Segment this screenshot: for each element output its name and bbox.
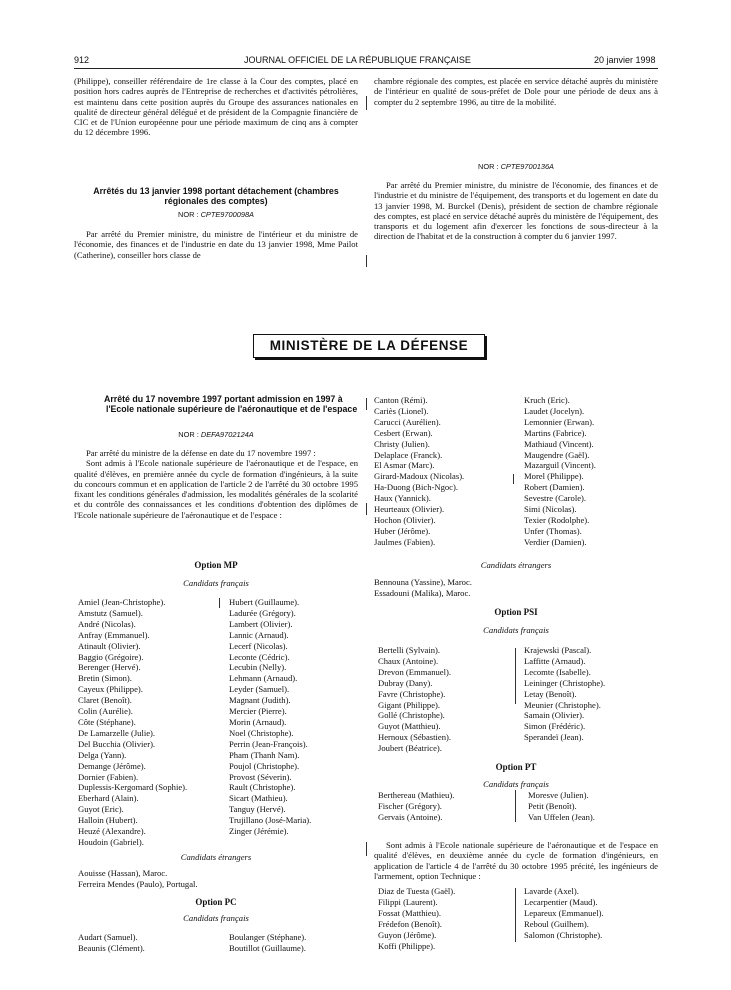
list-item: Perrin (Jean-François).: [229, 738, 308, 749]
list-item: Cariès (Lionel).: [374, 405, 429, 416]
list-item: Laffitte (Arnaud).: [524, 655, 586, 666]
list-item: Fossat (Matthieu).: [378, 907, 442, 918]
list-item: Magnant (Judith).: [229, 695, 291, 706]
list-item: Leconte (Cédric).: [229, 651, 290, 662]
list-item: Mercier (Pierre).: [229, 706, 287, 717]
list-item: Van Uffelen (Jean).: [528, 811, 595, 822]
list-item: Kruch (Eric).: [524, 395, 570, 405]
arrete-admission-title: Arrêté du 17 novembre 1997 portant admission en 1997 à l'Ecole nationale supérieure de l'aéronautique et de l'espace: [104, 394, 358, 414]
list-item: Simon (Frédéric).: [524, 721, 586, 732]
list-item: Demange (Jérôme).: [78, 760, 146, 771]
list-item: Eberhard (Alain).: [78, 793, 139, 804]
list-item: Meunier (Christophe).: [524, 699, 601, 710]
list-item: Lecomte (Isabelle).: [524, 666, 591, 677]
list-item: Joubert (Béatrice).: [378, 743, 442, 754]
nor-reference-1: NOR : CPTE9700098A: [177, 210, 254, 219]
list-separator: [513, 474, 514, 484]
list-item: Robert (Damien).: [524, 482, 585, 493]
option-pt-subheading: Candidats français: [483, 779, 549, 789]
list-item: Sperandeï (Jean).: [524, 732, 584, 743]
list-item: Koffi (Philippe).: [378, 940, 436, 951]
list-item: André (Nicolas).: [78, 618, 136, 629]
second-year-list-col1: [378, 886, 455, 951]
journal-title: JOURNAL OFFICIEL DE LA RÉPUBLIQUE FRANÇAISE: [244, 55, 471, 65]
burckel-paragraph: Par arrêté du Premier ministre, du ministre de l'économie, des finances et de l'industrie et du ministre de l'équipement, des transports et du logement en date du 13 janvier 1998, M. Burckel (Denis), président de section de chambre régionale des comptes, est placé en service détaché auprès du ministère de l'équipement, des transports et du logement afin d'exercer les fonctions de sous-directeur à la direction de l'habitat et de la construction à compter du 6 janvier 1997.: [374, 180, 658, 242]
list-item: Gollé (Christophe).: [378, 710, 445, 721]
list-item: Hubert (Guillaume).: [229, 597, 300, 607]
list-item: Heurteaux (Olivier).: [374, 504, 445, 515]
list-item: Canton (Rémi).: [374, 395, 428, 405]
option-pt-list-col1: [378, 790, 454, 823]
option-pc-list-col2: [229, 932, 306, 954]
list-item: Heuzé (Alexandre).: [78, 826, 146, 837]
list-item: Reboul (Guilhem).: [524, 918, 589, 929]
option-mp-list-col3: [374, 395, 464, 548]
column-separator: [366, 842, 367, 856]
list-item: Poujol (Christophe).: [229, 760, 300, 771]
list-item: Rault (Christophe).: [229, 782, 296, 793]
list-item: Atinault (Olivier).: [78, 640, 141, 651]
list-item: Cesbert (Erwan).: [374, 427, 433, 438]
list-item: Lecerf (Nicolas).: [229, 640, 288, 651]
list-separator: [515, 888, 516, 942]
option-pc-heading: Option PC: [195, 897, 237, 907]
list-item: Duplessis-Kergomard (Sophie).: [78, 782, 188, 793]
option-pc-list-col1: [78, 932, 145, 954]
list-item: Petit (Benoît).: [528, 800, 577, 811]
list-item: Gervais (Antoine).: [378, 811, 443, 822]
list-item: Lecarpentier (Maud).: [524, 896, 598, 907]
list-item: Mazarguil (Vincent).: [524, 460, 596, 471]
list-item: Unfer (Thomas).: [524, 525, 582, 536]
list-item: Sicart (Mathieu).: [229, 793, 288, 804]
option-pt-heading: Option PT: [495, 762, 537, 772]
option-mp-list-col2: [229, 597, 311, 837]
list-item: Sevestre (Carole).: [524, 493, 587, 504]
option-mp-foreign-list-right: [374, 577, 472, 599]
column-separator: [366, 96, 367, 110]
list-item: Audart (Samuel).: [78, 932, 138, 942]
list-item: Salomon (Christophe).: [524, 929, 603, 940]
list-item: Noel (Christophe).: [229, 727, 294, 738]
option-pt-list-col2: [528, 790, 595, 823]
list-item: Colin (Aurélie).: [78, 706, 133, 717]
option-psi-subheading: Candidats français: [483, 625, 549, 635]
list-item: Cayeux (Philippe).: [78, 684, 143, 695]
nor-reference-2: NOR : CPTE9700136A: [477, 162, 554, 171]
list-separator: [515, 790, 516, 822]
arrete-body: Par arrêté du ministre de la défense en date du 17 novembre 1997 : Sont admis à l'Ecole nationale supérieure de l'aéronautique et de l'espace, en qualité d'élèves, en première année du cycle de formation d'ingénieurs, à la suite du concours commun et en application de l'article 2 de l'arrêté du 30 octobre 1995 fixant les conditions générales d'admission, les modalités générales de la scolarité et du contrôle des connaissances et les conditions d'obtention des diplômes de l'Ecole nationale supérieure de l'aéronautique et de l'espace :: [74, 448, 358, 520]
list-item: Lannic (Arnaud).: [229, 629, 289, 640]
list-item: Amiel (Jean-Christophe).: [78, 597, 166, 607]
list-item: Provost (Séverin).: [229, 771, 292, 782]
list-item: Lecubin (Nelly).: [229, 662, 287, 673]
list-item: Morel (Philippe).: [524, 471, 584, 482]
list-item: Zinger (Jérémie).: [229, 826, 289, 837]
list-item: Ladurée (Grégory).: [229, 607, 296, 618]
list-item: Samain (Olivier).: [524, 710, 585, 721]
list-item: Lavarde (Axel).: [524, 886, 579, 896]
list-item: Ha-Duong (Bich-Ngoc).: [374, 482, 459, 493]
list-item: Berenger (Hervé).: [78, 662, 141, 673]
ministry-title: MINISTÈRE DE LA DÉFENSE: [253, 334, 485, 358]
issue-date: 20 janvier 1998: [594, 55, 656, 65]
list-item: Bretin (Simon).: [78, 673, 132, 684]
list-item: Laudet (Jocelyn).: [524, 405, 585, 416]
list-item: Pham (Thanh Nam).: [229, 749, 300, 760]
list-item: Del Bucchia (Olivier).: [78, 738, 156, 749]
list-item: Delga (Yann).: [78, 749, 127, 760]
header-rule: [74, 68, 658, 69]
list-item: Favre (Christophe).: [378, 688, 446, 699]
arrete-detachement-title: Arrêtés du 13 janvier 1998 portant détachement (chambres régionales des comptes): [93, 186, 339, 206]
column-separator: [366, 398, 367, 410]
list-item: Haux (Yannick).: [374, 493, 431, 504]
list-item: Simi (Nicolas).: [524, 504, 577, 515]
option-mp-foreign-subheading: Candidats étrangers: [180, 852, 252, 862]
list-separator: [219, 598, 220, 608]
pailot-paragraph: Par arrêté du Premier ministre, du ministre de l'intérieur et du ministre de l'économie, des finances et de l'industrie en date du 13 janvier 1998, Mme Pailot (Catherine), conseiller hors classe de: [74, 229, 358, 260]
list-item: Krajewski (Pascal).: [524, 645, 592, 655]
option-psi-list-col2: [524, 645, 605, 743]
list-item: Côte (Stéphane).: [78, 716, 136, 727]
top-right-paragraph: chambre régionale des comptes, est placée en service détaché auprès du ministère de l'intérieur en qualité de sous-préfet de Dole pour une période de deux ans à compter du 2 septembre 1996, au titre de la mobilité.: [374, 76, 658, 107]
option-mp-foreign-list: [78, 868, 198, 890]
list-item: Berthereau (Mathieu).: [378, 790, 455, 800]
list-item: Trujillano (José-Maria).: [229, 815, 312, 826]
list-item: Lambert (Olivier).: [229, 618, 293, 629]
list-item: Chaux (Antoine).: [378, 655, 439, 666]
second-year-list-col2: [524, 886, 604, 941]
list-item: Aouisse (Hassan), Maroc.: [78, 868, 168, 878]
list-item: Beaunis (Clément).: [78, 942, 145, 953]
option-psi-list-col1: [378, 645, 451, 754]
option-mp-foreign-subheading-right: Candidats étrangers: [480, 560, 552, 570]
second-year-paragraph: Sont admis à l'Ecole nationale supérieure de l'aéronautique et de l'espace en qualité d'élèves, en deuxième année du cycle de formation d'ingénieurs, en application de l'article 4 de l'arrêté du 30 octobre 1995 précité, les ingénieurs de l'armement, option Technique :: [374, 840, 658, 881]
list-item: Amstutz (Samuel).: [78, 607, 143, 618]
list-item: Jaulmes (Fabien).: [374, 536, 436, 547]
list-item: Delaplace (Franck).: [374, 449, 443, 460]
list-item: Martins (Fabrice).: [524, 427, 587, 438]
list-item: Bennouna (Yassine), Maroc.: [374, 577, 472, 587]
column-separator: [366, 503, 367, 515]
list-item: Halloin (Hubert).: [78, 815, 138, 826]
list-item: Anfray (Emmanuel).: [78, 629, 150, 640]
list-item: Dubray (Dany).: [378, 677, 433, 688]
page-number: 912: [74, 55, 90, 65]
list-item: Morin (Arnaud).: [229, 716, 287, 727]
list-item: Bertelli (Sylvain).: [378, 645, 441, 655]
list-item: Tanguy (Hervé).: [229, 804, 286, 815]
list-item: Dornier (Fabien).: [78, 771, 139, 782]
option-pc-subheading: Candidats français: [183, 913, 249, 923]
list-item: Frédefon (Benoît).: [378, 918, 442, 929]
list-item: Lehmann (Arnaud).: [229, 673, 298, 684]
list-item: Huber (Jérôme).: [374, 525, 431, 536]
list-separator: [515, 648, 516, 704]
list-item: El Asmar (Marc).: [374, 460, 435, 471]
list-item: Diaz de Tuesta (Gaël).: [378, 886, 456, 896]
list-item: Lemonnier (Erwan).: [524, 416, 595, 427]
top-left-paragraph: (Philippe), conseiller référendaire de 1re classe à la Cour des comptes, placé en position hors cadres auprès de l'Entreprise de recherches et d'activités pétrolières, est maintenu dans cette position auprès du Groupe des assurances nationales en qualité de directeur général délégué et de président de la Compagnie financière de CIC et de l'Union européenne pour une période maximum de cinq ans à compter du 12 décembre 1996.: [74, 76, 358, 138]
list-item: Maugendre (Gaël).: [524, 449, 590, 460]
list-item: Essadouni (Malika), Maroc.: [374, 587, 471, 598]
list-item: Gigant (Philippe).: [378, 699, 441, 710]
list-item: Guyon (Jérôme).: [378, 929, 437, 940]
list-item: Hernoux (Sébastien).: [378, 732, 452, 743]
list-item: Boulanger (Stéphane).: [229, 932, 307, 942]
list-item: De Lamarzelle (Julie).: [78, 727, 156, 738]
list-item: Baggio (Grégoire).: [78, 651, 144, 662]
list-item: Claret (Benoît).: [78, 695, 132, 706]
option-mp-list-col1: [78, 597, 187, 848]
list-item: Lepareux (Emmanuel).: [524, 907, 604, 918]
list-item: Filippi (Laurent).: [378, 896, 438, 907]
list-item: Guyot (Eric).: [78, 804, 124, 815]
list-item: Boutillot (Guillaume).: [229, 942, 306, 953]
list-item: Moresve (Julien).: [528, 790, 589, 800]
list-item: Mathiaud (Vincent).: [524, 438, 594, 449]
list-item: Texier (Rodolphe).: [524, 514, 590, 525]
list-item: Christy (Julien).: [374, 438, 430, 449]
list-item: Houdoin (Gabriel).: [78, 836, 144, 847]
option-mp-heading: Option MP: [194, 560, 238, 570]
option-mp-list-col4: [524, 395, 596, 548]
list-item: Letay (Benoît).: [524, 688, 577, 699]
list-item: Guyot (Matthieu).: [378, 721, 441, 732]
option-psi-heading: Option PSI: [494, 607, 538, 617]
list-item: Hochon (Olivier).: [374, 514, 436, 525]
option-mp-subheading: Candidats français: [183, 578, 249, 588]
list-item: Girard-Madoux (Nicolas).: [374, 471, 465, 482]
list-item: Verdier (Damien).: [524, 536, 587, 547]
list-item: Drevon (Emmanuel).: [378, 666, 452, 677]
list-item: Leyder (Samuel).: [229, 684, 290, 695]
list-item: Carucci (Aurélien).: [374, 416, 441, 427]
list-item: Leininger (Christophe).: [524, 677, 606, 688]
list-item: Ferreira Mendes (Paulo), Portugal.: [78, 878, 198, 889]
nor-reference-3: NOR : DEFA9702124A: [178, 430, 254, 439]
list-item: Fischer (Grégory).: [378, 800, 442, 811]
column-separator: [366, 255, 367, 267]
